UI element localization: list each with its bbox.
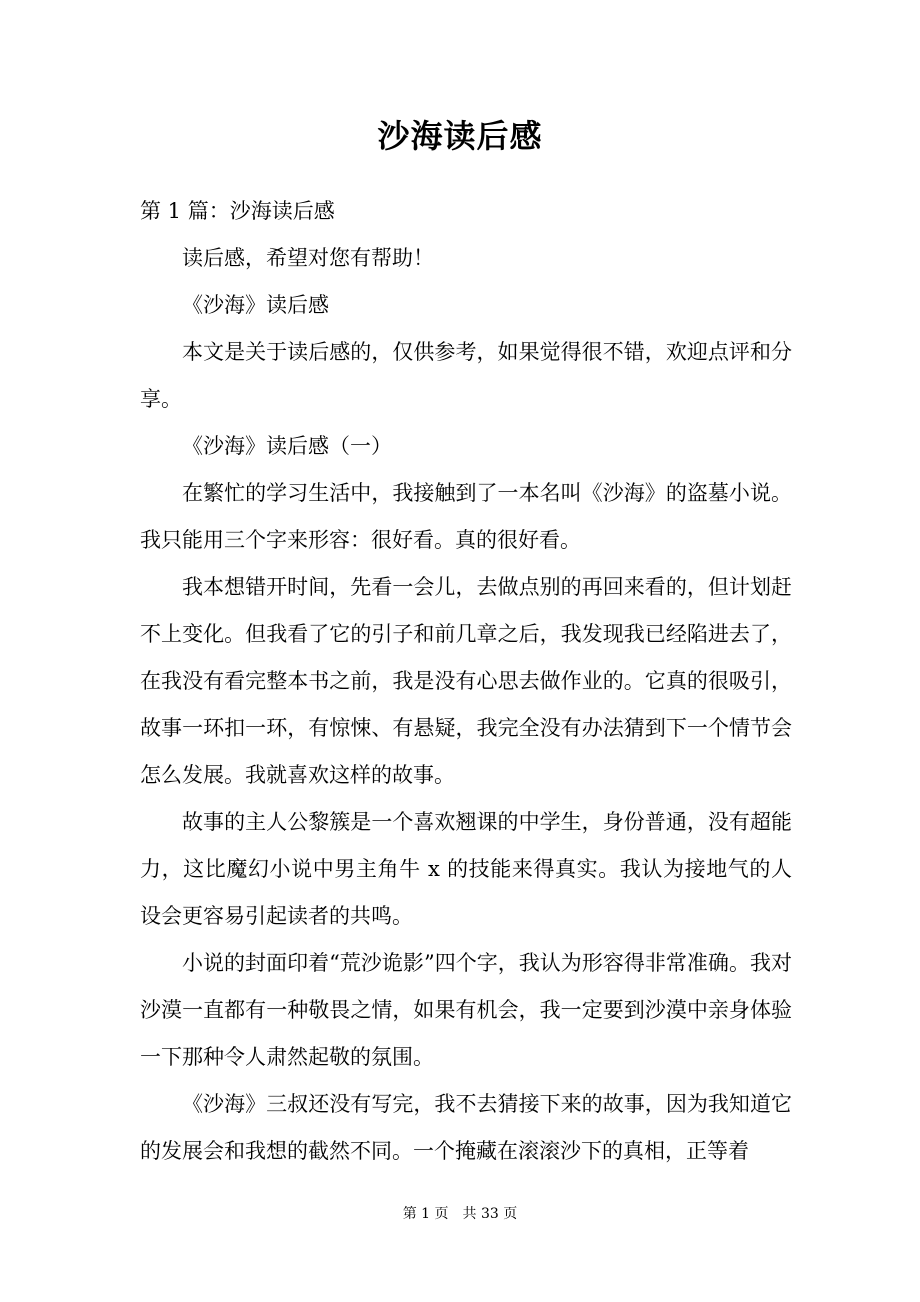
paragraph: 在繁忙的学习生活中，我接触到了一本名叫《沙海》的盗墓小说。我只能用三个字来形容：很好看。真的很好看。 [140,481,792,552]
paragraph: 故事的主人公黎簇是一个喜欢翘课的中学生，身份普通，没有超能力，这比魔幻小说中男主角牛 x 的技能来得真实。我认为接地气的人设会更容易引起读者的共鸣。 [140,810,792,928]
document-body [140,188,792,1175]
page-number: 第 1 页 [402,1206,449,1222]
document-title: 沙海读后感 [377,117,543,155]
page-footer [0,1204,920,1224]
paragraph: 我本想错开时间，先看一会儿，去做点别的再回来看的，但计划赶不上变化。但我看了它的引子和前几章之后，我发现我已经陷进去了，在我没有看完整本书之前，我是没有心思去做作业的。它真的很吸引，故事一环扣一环，有惊悚、有悬疑，我完全没有办法猜到下一个情节会怎么发展。我就喜欢这样的故事。 [140,575,792,787]
paragraph: 《沙海》读后感 [182,293,329,317]
paragraph: 读后感，希望对您有帮助！ [182,246,434,270]
paragraph: 本文是关于读后感的，仅供参考，如果觉得很不错，欢迎点评和分享。 [140,340,792,411]
section-heading: 第 1 篇：沙海读后感 [140,199,335,223]
paragraph: 小说的封面印着“荒沙诡影”四个字，我认为形容得非常准确。我对沙漠一直都有一种敬畏之情，如果有机会，我一定要到沙漠中亲身体验一下那种令人肃然起敬的氛围。 [140,951,792,1069]
paragraph: 《沙海》读后感（一） [182,434,392,458]
paragraph: 《沙海》三叔还没有写完，我不去猜接下来的故事，因为我知道它的发展会和我想的截然不同。一个掩藏在滚滚沙下的真相，正等着 [140,1092,792,1163]
page-total: 共 33 页 [462,1206,518,1222]
